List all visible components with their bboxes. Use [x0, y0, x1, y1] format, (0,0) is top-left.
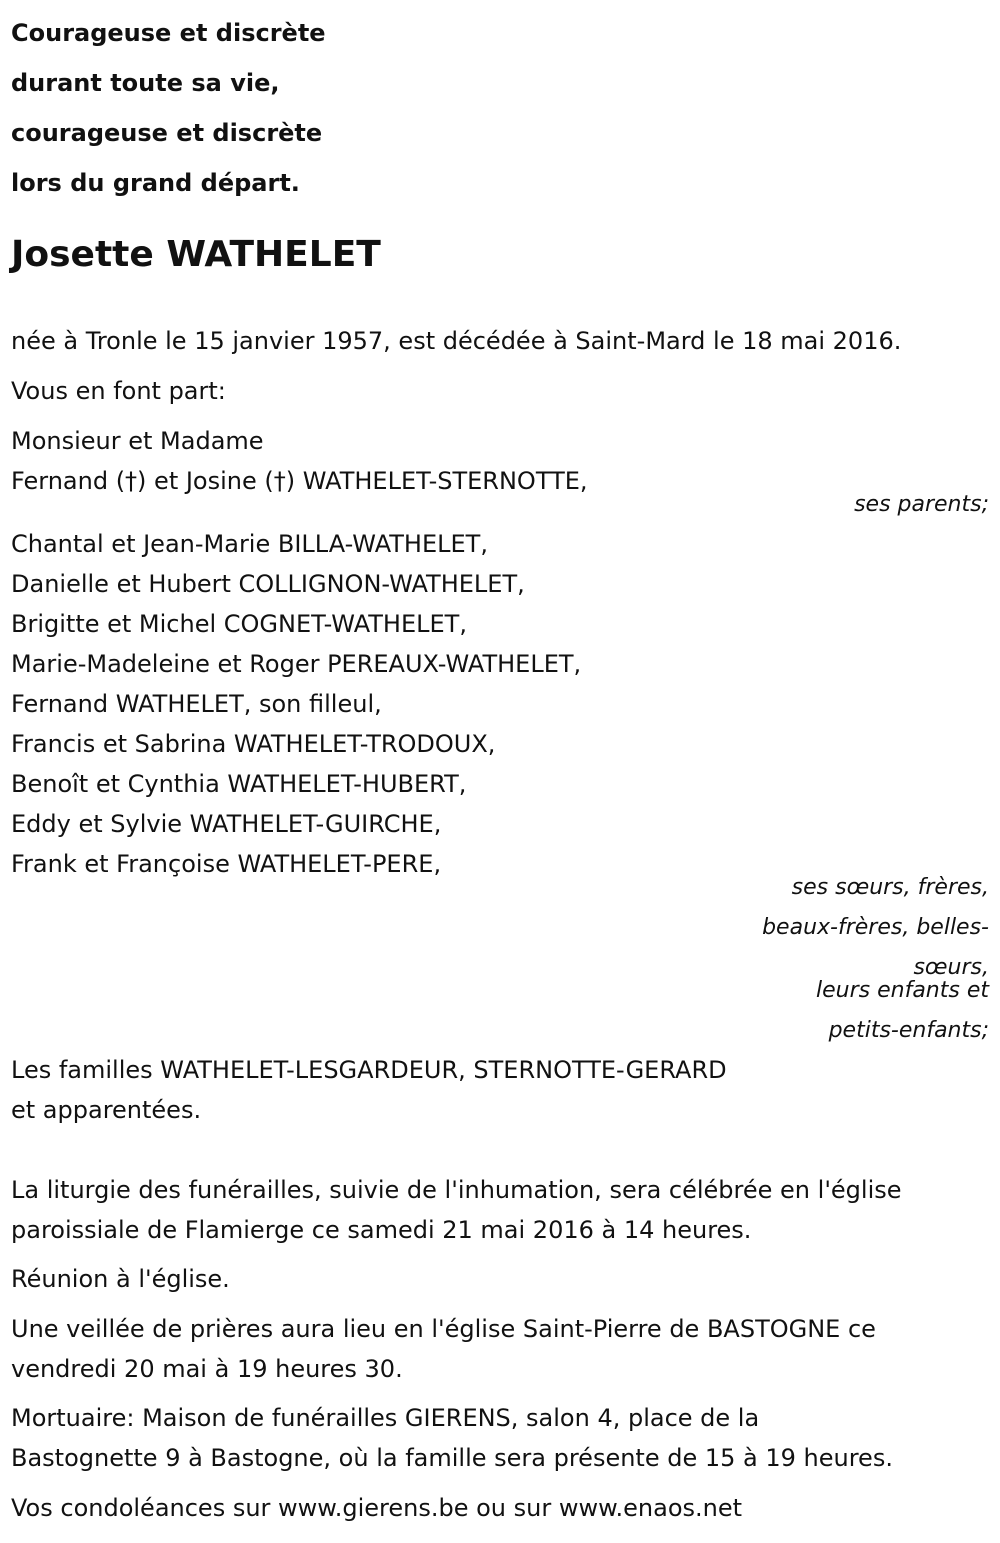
sibling-entry: Fernand WATHELET, son filleul, — [11, 690, 382, 718]
sibling-entry: Brigitte et Michel COGNET-WATHELET, — [11, 610, 467, 638]
families-line: et apparentées. — [11, 1096, 202, 1124]
vigil-text: Une veillée de prières aura lieu en l'église Saint-Pierre de BASTOGNE ce — [11, 1315, 876, 1343]
quote-line: durant toute sa vie, — [11, 69, 280, 97]
relation-line: beaux-frères, belles- — [762, 915, 989, 940]
quote-line: Courageuse et discrète — [11, 19, 326, 47]
relation-line: ses sœurs, frères, — [791, 875, 989, 900]
deceased-name: Josette WATHELET — [11, 234, 381, 275]
sibling-entry: Francis et Sabrina WATHELET-TRODOUX, — [11, 730, 496, 758]
mortuary-text: Mortuaire: Maison de funérailles GIERENS, salon 4, place de la — [11, 1404, 760, 1432]
relation-line: leurs enfants et — [816, 978, 989, 1003]
announcement-intro: Vous en font part: — [11, 377, 226, 405]
vigil-text: vendredi 20 mai à 19 heures 30. — [11, 1355, 403, 1383]
liturgy-text: paroissiale de Flamierge ce samedi 21 mai 2016 à 14 heures. — [11, 1216, 752, 1244]
sibling-entry: Marie-Madeleine et Roger PEREAUX-WATHELET, — [11, 650, 582, 678]
sibling-entry: Frank et Françoise WATHELET-PERE, — [11, 850, 442, 878]
quote-line: lors du grand départ. — [11, 169, 300, 197]
epitaph-quote — [11, 8, 326, 208]
sibling-entry: Eddy et Sylvie WATHELET-GUIRCHE, — [11, 810, 442, 838]
sibling-entry: Benoît et Cynthia WATHELET-HUBERT, — [11, 770, 467, 798]
parents-relation: ses parents; — [854, 492, 989, 517]
birth-death-statement: née à Tronle le 15 janvier 1957, est décédée à Saint-Mard le 18 mai 2016. — [11, 327, 902, 355]
families-line: Les familles WATHELET-LESGARDEUR, STERNOTTE-GERARD — [11, 1056, 727, 1084]
relation-line: petits-enfants; — [828, 1018, 989, 1043]
meeting-text: Réunion à l'église. — [11, 1265, 230, 1293]
liturgy-text: La liturgie des funérailles, suivie de l'inhumation, sera célébrée en l'église — [11, 1176, 902, 1204]
parents-line: Fernand (†) et Josine (†) WATHELET-STERNOTTE, — [11, 467, 588, 495]
condolences-text: Vos condoléances sur www.gierens.be ou sur www.enaos.net — [11, 1494, 743, 1522]
mortuary-text: Bastognette 9 à Bastogne, où la famille sera présente de 15 à 19 heures. — [11, 1444, 893, 1472]
sibling-entry: Chantal et Jean-Marie BILLA-WATHELET, — [11, 530, 488, 558]
parents-line: Monsieur et Madame — [11, 427, 264, 455]
relation-line: sœurs, — [913, 955, 989, 980]
quote-line: courageuse et discrète — [11, 119, 323, 147]
sibling-entry: Danielle et Hubert COLLIGNON-WATHELET, — [11, 570, 525, 598]
